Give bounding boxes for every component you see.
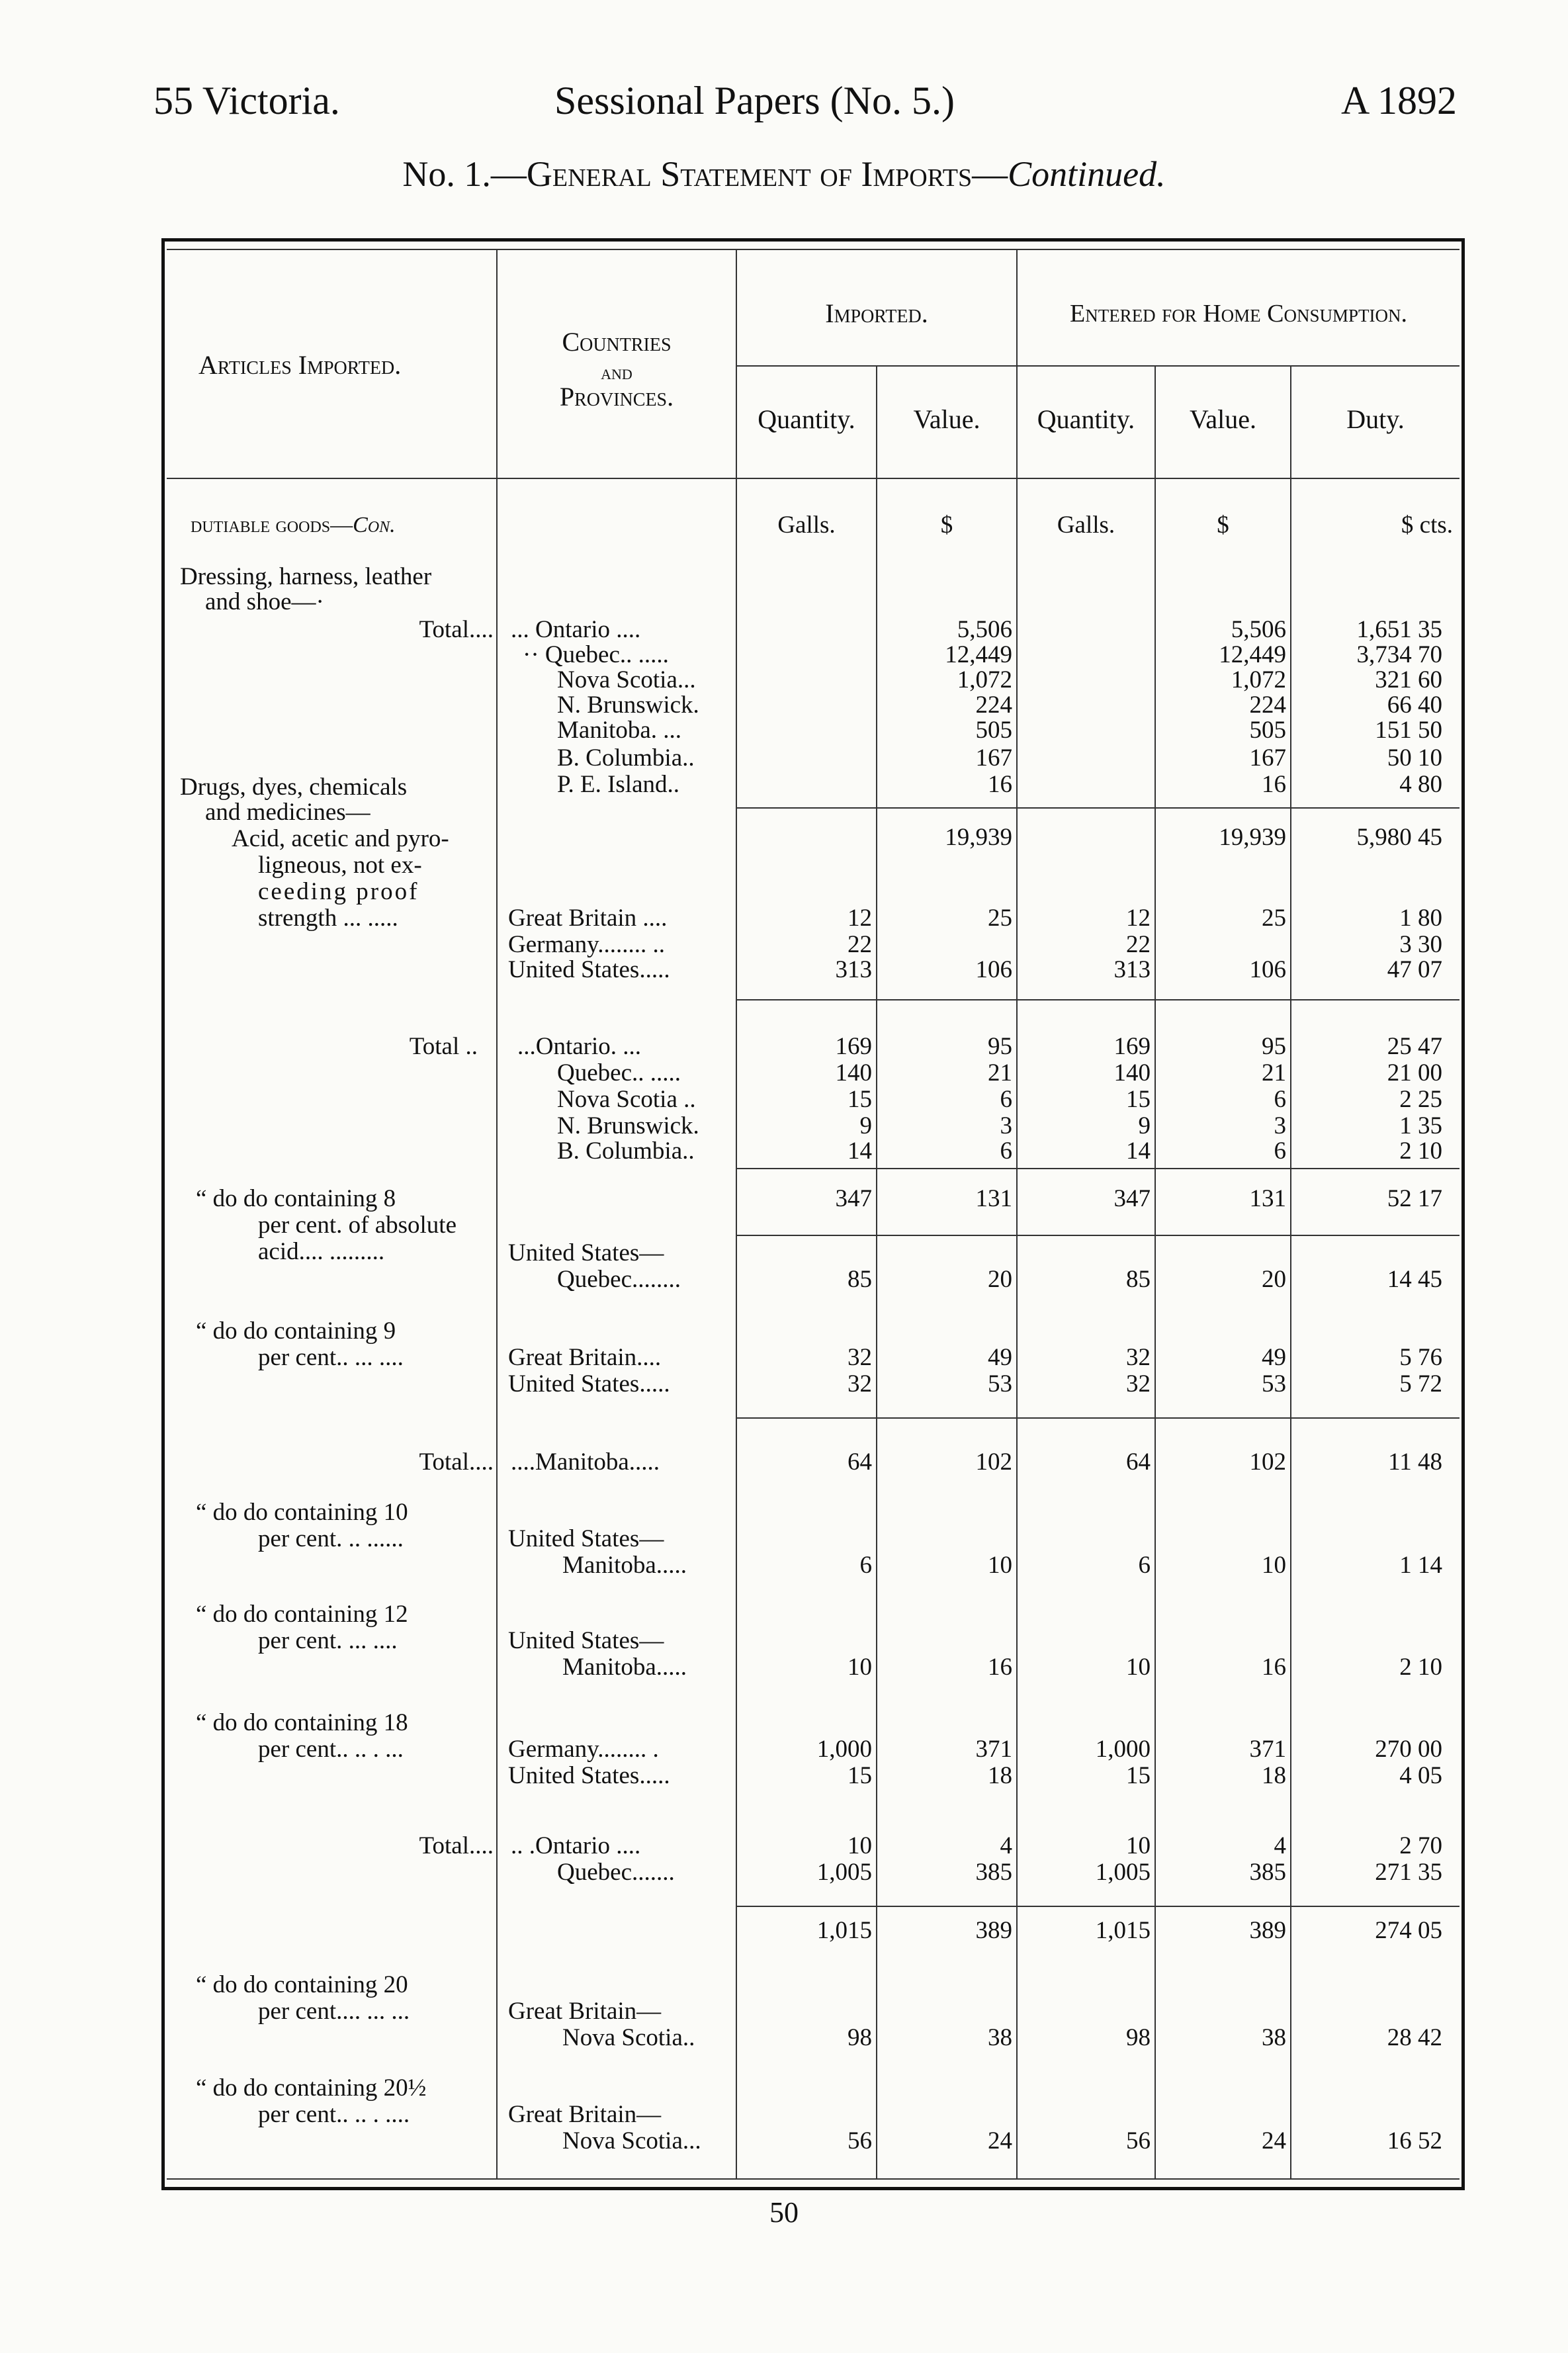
section-label — [191, 511, 396, 540]
entered-quantity-cell: 1,015 — [1095, 1917, 1151, 1944]
entered-value-cell: 505 — [1249, 717, 1286, 744]
subtitle-prefix: No. 1.— — [402, 154, 527, 194]
entered-value-cell: 371 — [1249, 1736, 1286, 1763]
entered-value-cell: 389 — [1249, 1917, 1286, 1944]
duty-cell: 1 80 — [1399, 905, 1442, 932]
duty-cell: 16 52 — [1387, 2127, 1442, 2154]
entered-value-cell: 95 — [1262, 1033, 1286, 1060]
imported-quantity-cell: 56 — [848, 2127, 872, 2154]
country-line: Nova Scotia .. — [557, 1086, 696, 1113]
imported-value-cell: 102 — [975, 1448, 1012, 1476]
country-line: United States..... — [508, 1762, 670, 1789]
entered-value-cell: 10 — [1262, 1552, 1286, 1579]
entered-value-cell: 5,506 — [1231, 616, 1286, 643]
duty-cell: 52 17 — [1387, 1185, 1442, 1212]
imported-quantity-cell: 10 — [848, 1654, 872, 1681]
col-header-quantity-entered: Quantity. — [1037, 404, 1135, 434]
entered-quantity-cell: 9 — [1138, 1112, 1151, 1139]
entered-value-cell: 12,449 — [1219, 641, 1286, 668]
imported-quantity-cell: 1,015 — [816, 1917, 872, 1944]
article-total: Total .. — [409, 1033, 478, 1060]
entered-quantity-cell: 56 — [1126, 2127, 1151, 2154]
duty-cell: 5 72 — [1399, 1370, 1442, 1398]
entered-value-cell: 53 — [1262, 1370, 1286, 1398]
rule-header-top — [167, 249, 1459, 250]
entered-quantity-cell: 10 — [1126, 1832, 1151, 1859]
header-year: A 1892 — [1340, 79, 1457, 122]
country-line: ... Ontario .... — [511, 616, 641, 643]
col-header-duty: Duty. — [1346, 404, 1405, 434]
entered-value-cell: 49 — [1262, 1344, 1286, 1371]
country-line: ....Manitoba..... — [511, 1448, 660, 1476]
entered-value-cell: 25 — [1262, 905, 1286, 932]
duty-cell: 66 40 — [1387, 691, 1442, 719]
country-line: Manitoba..... — [562, 1654, 687, 1681]
article-line: and medicines— — [205, 799, 370, 826]
imported-quantity-cell: 10 — [848, 1832, 872, 1859]
col-header-value: Value. — [913, 404, 980, 434]
entered-value-cell: 4 — [1274, 1832, 1286, 1859]
country-line: Great Britain— — [508, 2101, 662, 2128]
country-line: Quebec........ — [557, 1266, 681, 1293]
country-line: Nova Scotia... — [557, 666, 696, 693]
country-line: Germany........ . — [508, 1736, 659, 1763]
article-line: Dressing, harness, leather — [180, 563, 432, 590]
duty-cell: 2 10 — [1399, 1654, 1442, 1681]
article-line: per cent.. .. . ... — [258, 1736, 404, 1763]
article-line: per cent. .. ...... — [258, 1525, 404, 1552]
col-header-countries-1: Countries — [562, 327, 672, 357]
subtotal-rule — [737, 999, 1459, 1000]
duty-cell: 25 47 — [1387, 1033, 1442, 1060]
col-header-countries-3: Provinces. — [559, 382, 674, 412]
duty-cell: 151 50 — [1375, 717, 1442, 744]
duty-cell: 14 45 — [1387, 1266, 1442, 1293]
rule-group-header — [736, 365, 1459, 367]
duty-cell: 28 42 — [1387, 2024, 1442, 2051]
duty-cell: 5 76 — [1399, 1344, 1442, 1371]
entered-quantity-cell: 140 — [1113, 1059, 1151, 1087]
imported-value-cell: 95 — [988, 1033, 1012, 1060]
country-line: Nova Scotia.. — [562, 2024, 695, 2051]
subtotal-rule — [737, 807, 1459, 809]
imported-quantity-cell: 98 — [848, 2024, 872, 2051]
imported-value-cell: 385 — [975, 1859, 1012, 1886]
entered-quantity-cell: 6 — [1138, 1552, 1151, 1579]
duty-cell: 5,980 45 — [1356, 824, 1442, 851]
subtotal-rule — [737, 1417, 1459, 1419]
duty-cell: 2 10 — [1399, 1137, 1442, 1165]
col-header-quantity: Quantity. — [758, 404, 855, 434]
entered-quantity-cell: 32 — [1126, 1344, 1151, 1371]
header-title: Sessional Papers (No. 5.) — [554, 79, 955, 122]
entered-quantity-cell: 1,005 — [1095, 1859, 1151, 1886]
entered-quantity-cell: 169 — [1113, 1033, 1151, 1060]
country-line: Great Britain .... — [508, 905, 668, 932]
duty-cell: 2 25 — [1399, 1086, 1442, 1113]
imported-quantity-cell: 9 — [859, 1112, 872, 1139]
subtotal-rule — [737, 1168, 1459, 1169]
col-header-value-entered: Value. — [1189, 404, 1257, 434]
imported-quantity-cell: 6 — [859, 1552, 872, 1579]
duty-cell: 1 35 — [1399, 1112, 1442, 1139]
country-line: Germany........ .. — [508, 931, 666, 958]
country-line: .. .Ontario .... — [511, 1832, 641, 1859]
country-line: Quebec....... — [557, 1859, 675, 1886]
unit-dollar-cts: $ cts. — [1401, 511, 1453, 539]
article-line: “ do do containing 20½ — [196, 2074, 427, 2102]
country-line: P. E. Island.. — [557, 771, 679, 798]
entered-value-cell: 224 — [1249, 691, 1286, 719]
article-line: “ do do containing 12 — [196, 1601, 408, 1628]
article-total: Total.... — [419, 616, 494, 643]
imported-value-cell: 16 — [988, 1654, 1012, 1681]
imported-value-cell: 131 — [975, 1185, 1012, 1212]
entered-value-cell: 24 — [1262, 2127, 1286, 2154]
imported-value-cell: 389 — [975, 1917, 1012, 1944]
article-total: Total.... — [419, 1448, 494, 1476]
entered-value-cell: 19,939 — [1219, 824, 1286, 851]
duty-cell: 4 05 — [1399, 1762, 1442, 1789]
imported-value-cell: 21 — [988, 1059, 1012, 1087]
duty-cell: 3 30 — [1399, 931, 1442, 958]
imported-value-cell: 106 — [975, 956, 1012, 983]
entered-value-cell: 1,072 — [1231, 666, 1286, 693]
imported-quantity-cell: 32 — [848, 1370, 872, 1398]
article-line: strength ... ..... — [258, 905, 398, 932]
entered-quantity-cell: 313 — [1113, 956, 1151, 983]
article-line: “ do do containing 10 — [196, 1499, 408, 1526]
entered-value-cell: 18 — [1262, 1762, 1286, 1789]
imported-value-cell: 371 — [975, 1736, 1012, 1763]
duty-cell: 321 60 — [1375, 666, 1442, 693]
imported-value-cell: 224 — [975, 691, 1012, 719]
imported-quantity-cell: 15 — [848, 1762, 872, 1789]
duty-cell: 1,651 35 — [1356, 616, 1442, 643]
duty-cell: 4 80 — [1399, 771, 1442, 798]
entered-quantity-cell: 14 — [1126, 1137, 1151, 1165]
imported-quantity-cell: 14 — [848, 1137, 872, 1165]
imported-value-cell: 6 — [1000, 1137, 1012, 1165]
country-line: Nova Scotia... — [562, 2127, 701, 2154]
country-line: ...Ontario. ... — [517, 1033, 642, 1060]
entered-quantity-cell: 12 — [1126, 905, 1151, 932]
entered-quantity-cell: 1,000 — [1095, 1736, 1151, 1763]
article-line: “ do do containing 20 — [196, 1971, 408, 1998]
imported-quantity-cell: 347 — [835, 1185, 872, 1212]
article-line: ligneous, not ex- — [258, 852, 422, 879]
duty-cell: 271 35 — [1375, 1859, 1442, 1886]
imported-quantity-cell: 85 — [848, 1266, 872, 1293]
imported-quantity-cell: 1,000 — [816, 1736, 872, 1763]
subtitle-main: General Statement of Imports— — [526, 154, 1008, 194]
subtotal-rule — [737, 1906, 1459, 1907]
entered-quantity-cell: 64 — [1126, 1448, 1151, 1476]
duty-cell: 3,734 70 — [1356, 641, 1442, 668]
entered-quantity-cell: 347 — [1113, 1185, 1151, 1212]
imported-value-cell: 3 — [1000, 1112, 1012, 1139]
entered-value-cell: 3 — [1274, 1112, 1286, 1139]
country-line: United States..... — [508, 956, 670, 983]
page-number: 50 — [769, 2196, 799, 2229]
imported-value-cell: 6 — [1000, 1086, 1012, 1113]
entered-value-cell: 16 — [1262, 771, 1286, 798]
col-header-imported: Imported. — [825, 298, 928, 328]
imported-value-cell: 10 — [988, 1552, 1012, 1579]
article-line: “ do do containing 8 — [196, 1185, 396, 1212]
entered-value-cell: 385 — [1249, 1859, 1286, 1886]
imported-value-cell: 1,072 — [957, 666, 1012, 693]
unit-dollar-entered: $ — [1217, 511, 1229, 539]
imported-quantity-cell: 140 — [835, 1059, 872, 1087]
rule-footer — [167, 2178, 1459, 2180]
duty-cell: 270 00 — [1375, 1736, 1442, 1763]
article-line: per cent. ... .... — [258, 1627, 398, 1654]
page-subtitle — [0, 154, 1568, 195]
section-label-main: dutiable goods— — [191, 513, 353, 537]
imported-value-cell: 5,506 — [957, 616, 1012, 643]
entered-value-cell: 6 — [1274, 1086, 1286, 1113]
entered-value-cell: 38 — [1262, 2024, 1286, 2051]
unit-galls-imported: Galls. — [777, 511, 836, 539]
col-header-entered: Entered for Home Consumption. — [1069, 300, 1408, 328]
article-line: per cent.. .. . .... — [258, 2101, 410, 2128]
article-line: Drugs, dyes, chemicals — [180, 774, 408, 801]
entered-quantity-cell: 15 — [1126, 1086, 1151, 1113]
entered-value-cell: 131 — [1249, 1185, 1286, 1212]
entered-quantity-cell: 15 — [1126, 1762, 1151, 1789]
country-line: B. Columbia.. — [557, 744, 695, 772]
imported-quantity-cell: 32 — [848, 1344, 872, 1371]
rule-header-bottom — [167, 478, 1459, 479]
duty-cell: 21 00 — [1387, 1059, 1442, 1087]
entered-quantity-cell: 98 — [1126, 2024, 1151, 2051]
col-header-articles: Articles Imported. — [198, 350, 402, 380]
country-line: United States..... — [508, 1370, 670, 1398]
imported-value-cell: 505 — [975, 717, 1012, 744]
article-line: acid.... ......... — [258, 1238, 385, 1265]
country-line: Great Britain.... — [508, 1344, 662, 1371]
entered-value-cell: 106 — [1249, 956, 1286, 983]
article-total: Total.... — [419, 1832, 494, 1859]
imported-value-cell: 25 — [988, 905, 1012, 932]
imported-quantity-cell: 169 — [835, 1033, 872, 1060]
article-line: “ do do containing 9 — [196, 1317, 396, 1345]
duty-cell: 2 70 — [1399, 1832, 1442, 1859]
imported-quantity-cell: 15 — [848, 1086, 872, 1113]
entered-value-cell: 6 — [1274, 1137, 1286, 1165]
duty-cell: 11 48 — [1388, 1448, 1442, 1476]
duty-cell: 47 07 — [1387, 956, 1442, 983]
article-line: ceeding proof — [258, 878, 419, 905]
imported-quantity-cell: 1,005 — [816, 1859, 872, 1886]
col-header-countries-2: and — [601, 360, 632, 384]
imported-quantity-cell: 313 — [835, 956, 872, 983]
imported-value-cell: 167 — [975, 744, 1012, 772]
article-line: per cent. of absolute — [258, 1212, 457, 1239]
imported-value-cell: 18 — [988, 1762, 1012, 1789]
unit-dollar-imported: $ — [940, 511, 953, 539]
country-line: N. Brunswick. — [557, 1112, 699, 1139]
country-line: United States— — [508, 1239, 664, 1266]
duty-cell: 50 10 — [1387, 744, 1442, 772]
article-line: “ do do containing 18 — [196, 1709, 408, 1736]
imported-value-cell: 24 — [988, 2127, 1012, 2154]
subtitle-suffix: Continued. — [1008, 154, 1166, 194]
imported-value-cell: 38 — [988, 2024, 1012, 2051]
entered-value-cell: 167 — [1249, 744, 1286, 772]
imported-value-cell: 53 — [988, 1370, 1012, 1398]
header-session: 55 Victoria. — [153, 79, 340, 122]
imported-quantity-cell: 12 — [848, 905, 872, 932]
duty-cell: 274 05 — [1375, 1917, 1442, 1944]
country-line: United States— — [508, 1627, 664, 1654]
imported-value-cell: 16 — [988, 771, 1012, 798]
country-line: ·· Quebec.. ..... — [523, 641, 669, 668]
entered-quantity-cell: 85 — [1126, 1266, 1151, 1293]
country-line: Quebec.. ..... — [557, 1059, 681, 1087]
entered-quantity-cell: 32 — [1126, 1370, 1151, 1398]
country-line: Manitoba..... — [562, 1552, 687, 1579]
article-line: Acid, acetic and pyro- — [232, 825, 449, 852]
article-line: per cent.. ... .... — [258, 1344, 404, 1371]
imported-value-cell: 20 — [988, 1266, 1012, 1293]
entered-value-cell: 16 — [1262, 1654, 1286, 1681]
entered-value-cell: 102 — [1249, 1448, 1286, 1476]
entered-value-cell: 20 — [1262, 1266, 1286, 1293]
country-line: B. Columbia.. — [557, 1137, 695, 1165]
country-line: United States— — [508, 1525, 664, 1552]
imported-quantity-cell: 64 — [848, 1448, 872, 1476]
entered-value-cell: 21 — [1262, 1059, 1286, 1087]
imported-value-cell: 19,939 — [945, 824, 1012, 851]
unit-galls-entered: Galls. — [1057, 511, 1115, 539]
entered-quantity-cell: 10 — [1126, 1654, 1151, 1681]
imported-value-cell: 4 — [1000, 1832, 1012, 1859]
article-line: per cent.... ... ... — [258, 1998, 410, 2025]
country-line: Manitoba. ... — [557, 717, 682, 744]
subtotal-rule — [737, 1235, 1459, 1236]
article-line: and shoe—· — [205, 588, 324, 615]
col-sep-articles — [496, 249, 498, 2178]
country-line: N. Brunswick. — [557, 691, 699, 719]
duty-cell: 1 14 — [1399, 1552, 1442, 1579]
entered-quantity-cell: 22 — [1126, 931, 1151, 958]
imported-value-cell: 12,449 — [945, 641, 1012, 668]
country-line: Great Britain— — [508, 1998, 662, 2025]
imported-quantity-cell: 22 — [848, 931, 872, 958]
imported-value-cell: 49 — [988, 1344, 1012, 1371]
section-label-con: Con. — [353, 513, 396, 537]
